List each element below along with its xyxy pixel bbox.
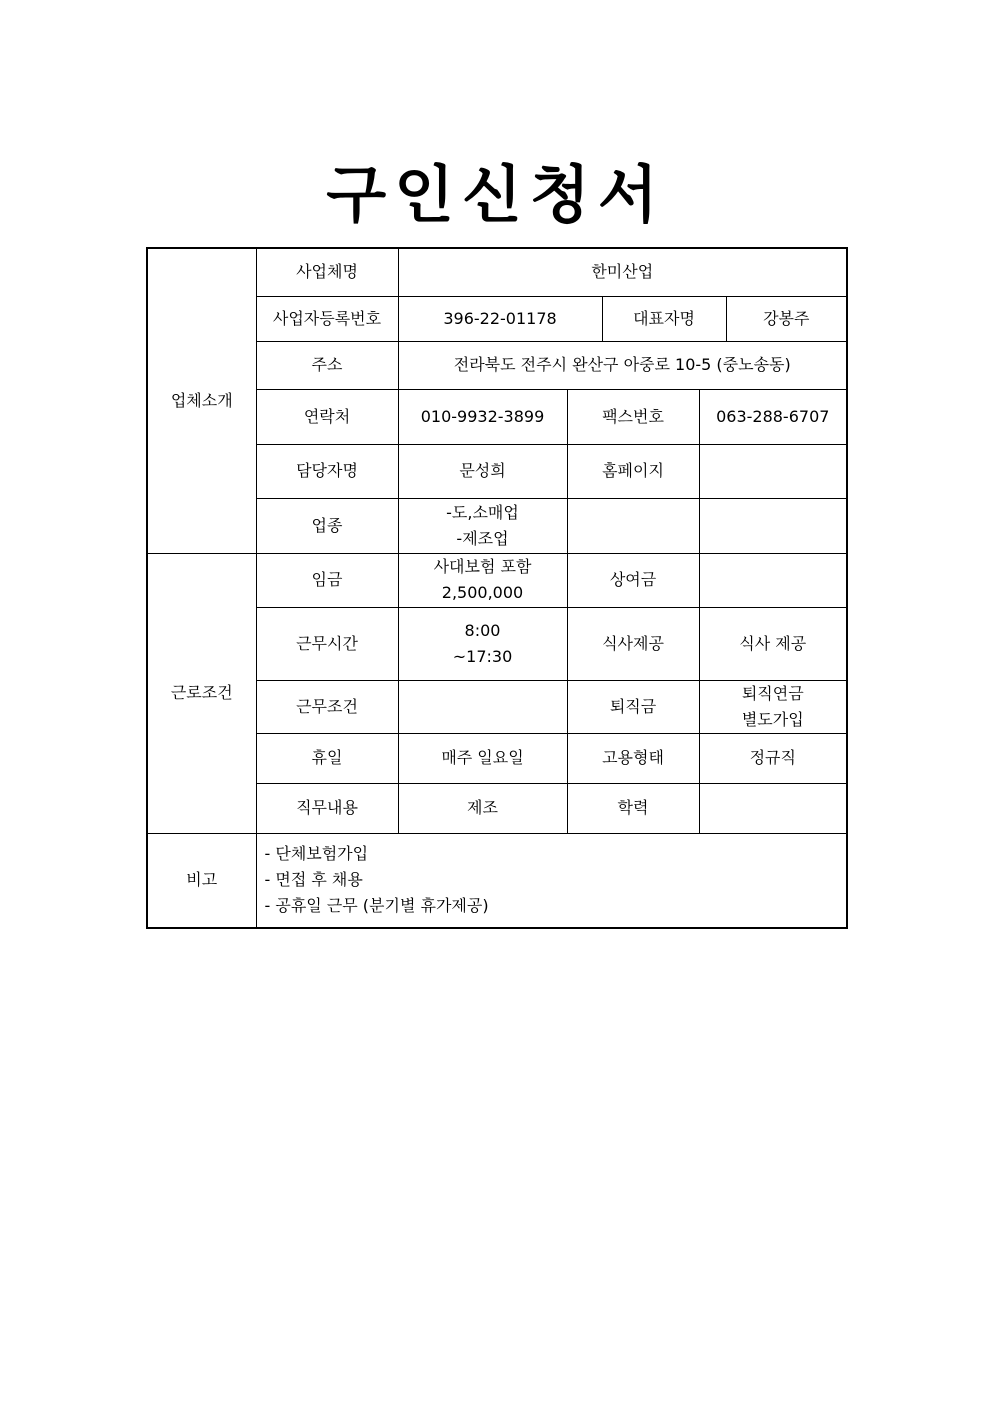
wage-label: 임금 bbox=[256, 553, 398, 607]
industry-line: -제조업 bbox=[456, 528, 509, 548]
holiday-label: 휴일 bbox=[256, 733, 398, 783]
homepage-label: 홈페이지 bbox=[567, 444, 699, 498]
working-conditions-section-label: 근로조건 bbox=[147, 553, 256, 833]
manager-label: 담당자명 bbox=[256, 444, 398, 498]
remarks-section-label: 비고 bbox=[147, 833, 256, 928]
work-hours-label: 근무시간 bbox=[256, 607, 398, 680]
homepage-value bbox=[699, 444, 847, 498]
address-label: 주소 bbox=[256, 341, 398, 389]
employment-type-value: 정규직 bbox=[699, 733, 847, 783]
business-name-label: 사업체명 bbox=[256, 248, 398, 296]
remark-item: - 단체보험가입 bbox=[264, 844, 369, 864]
wage-line: 사대보험 포함 bbox=[433, 557, 532, 576]
industry-extra-empty bbox=[567, 498, 699, 553]
industry-value bbox=[398, 498, 567, 553]
bonus-label: 상여금 bbox=[567, 553, 699, 607]
representative-label: 대표자명 bbox=[602, 296, 726, 341]
registration-number-label: 사업자등록번호 bbox=[256, 296, 398, 341]
contact-value: 010-9932-3899 bbox=[398, 389, 567, 444]
registration-number-value: 396-22-01178 bbox=[398, 296, 602, 341]
representative-value: 강봉주 bbox=[726, 296, 847, 341]
fax-value: 063-288-6707 bbox=[699, 389, 847, 444]
job-description-value: 제조 bbox=[398, 783, 567, 833]
meal-value: 식사 제공 bbox=[699, 607, 847, 680]
work-conditions-value bbox=[398, 680, 567, 733]
industry-extra-empty bbox=[699, 498, 847, 553]
industry-label: 업종 bbox=[256, 498, 398, 553]
wage-line: 2,500,000 bbox=[441, 583, 524, 602]
wage-value bbox=[398, 553, 567, 607]
work-hours-value bbox=[398, 607, 567, 680]
job-application-form bbox=[146, 247, 848, 929]
contact-label: 연락처 bbox=[256, 389, 398, 444]
manager-value: 문성희 bbox=[398, 444, 567, 498]
fax-label: 팩스번호 bbox=[567, 389, 699, 444]
severance-line: 별도가입 bbox=[741, 709, 804, 729]
business-name-value: 한미산업 bbox=[398, 248, 847, 296]
education-value bbox=[699, 783, 847, 833]
job-description-label: 직무내용 bbox=[256, 783, 398, 833]
holiday-value: 매주 일요일 bbox=[398, 733, 567, 783]
remark-item: - 면접 후 채용 bbox=[264, 870, 363, 890]
work-conditions-label: 근무조건 bbox=[256, 680, 398, 733]
work-hours-line: 8:00 bbox=[464, 620, 501, 640]
meal-label: 식사제공 bbox=[567, 607, 699, 680]
work-hours-line: ~17:30 bbox=[452, 646, 513, 666]
industry-line: -도,소매업 bbox=[446, 502, 519, 522]
remark-item: - 공휴일 근무 (분기별 휴가제공) bbox=[264, 896, 489, 916]
address-value: 전라북도 전주시 완산구 아중로 10-5 (중노송동) bbox=[398, 341, 847, 389]
severance-label: 퇴직금 bbox=[567, 680, 699, 733]
bonus-value bbox=[699, 553, 847, 607]
employment-type-label: 고용형태 bbox=[567, 733, 699, 783]
page-title: 구인신청서 bbox=[326, 158, 666, 231]
company-intro-section-label: 업체소개 bbox=[147, 248, 256, 553]
education-label: 학력 bbox=[567, 783, 699, 833]
severance-line: 퇴직연금 bbox=[741, 683, 804, 703]
severance-value bbox=[699, 680, 847, 733]
remarks-list bbox=[256, 833, 847, 928]
